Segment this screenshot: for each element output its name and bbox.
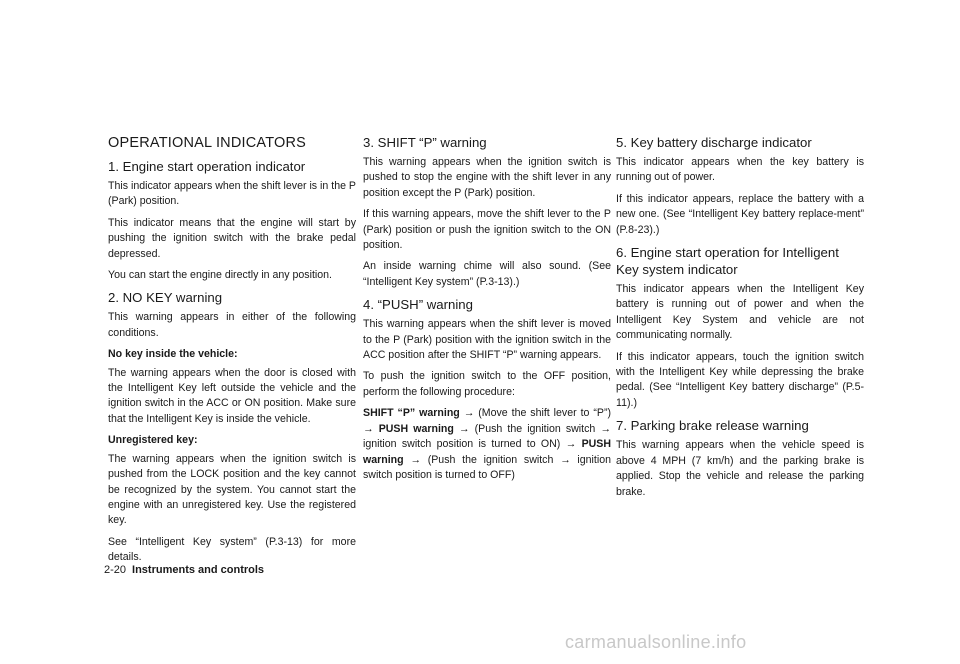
sequence-text: → (Push the ignition switch → ignition switch position is turned to ON) → <box>363 422 611 451</box>
paragraph: This indicator appears when the key battery is running out of power. <box>616 156 864 184</box>
column-3 <box>616 134 864 506</box>
watermark: carmanualsonline.info <box>565 632 747 652</box>
column-1 <box>108 134 356 572</box>
paragraph: You can start the engine directly in any position. <box>108 269 332 282</box>
heading-push-warning: 4. “PUSH” warning <box>363 297 473 313</box>
bold-term: SHIFT “P” warning <box>363 407 460 420</box>
subheading-no-key-inside: No key inside the vehicle: <box>108 348 238 361</box>
sequence-text: → (Move the shift lever to “P”) → <box>363 407 611 435</box>
heading-parking-brake-release: 7. Parking brake release warning <box>616 418 809 434</box>
page-footer <box>104 563 264 577</box>
procedure-sequence <box>363 406 611 483</box>
heading-no-key-warning: 2. NO KEY warning <box>108 290 223 306</box>
paragraph: This indicator appears when the Intelligent Key battery is running out of power and when the Intelligent Key System and vehicle are not communicating normally. <box>616 283 864 342</box>
paragraph: This warning appears when the vehicle speed is above 4 MPH (7 km/h) and the parking brake is applied. Stop the vehicle and release the parking brake. <box>616 439 864 498</box>
bold-term: PUSH warning <box>378 422 454 435</box>
footer-section-name: Instruments and controls <box>132 564 265 576</box>
paragraph: The warning appears when the ignition switch is pushed from the LOCK position and the key cannot be recognized by the system. You cannot start the engine with an unregistered key. Use the registered key. <box>108 452 356 527</box>
paragraph: If this indicator appears, replace the battery with a new one. (See “Intelligent Key battery replace-ment” (P.8-23).) <box>616 192 864 236</box>
page-number: 2-20 <box>104 564 127 576</box>
paragraph: This indicator means that the engine will start by pushing the ignition switch with the brake pedal depressed. <box>108 216 356 260</box>
paragraph: To push the ignition switch to the OFF position, perform the following procedure: <box>363 370 611 398</box>
paragraph: This indicator appears when the shift lever is in the P (Park) position. <box>108 180 356 208</box>
subheading-unregistered-key: Unregistered key: <box>108 434 198 447</box>
column-2 <box>363 134 611 489</box>
paragraph: See “Intelligent Key system” (P.3-13) for more details. <box>108 535 356 564</box>
paragraph: This warning appears when the shift lever is moved to the P (Park) position with the ignition switch in the ACC position after the SHIFT “P” warning appears. <box>363 318 611 362</box>
paragraph: If this indicator appears, touch the ignition switch with the Intelligent Key while depressing the brake pedal. (See “Intelligent Key battery discharge” (P.5-11).) <box>616 350 864 409</box>
sequence-text: → (Push the ignition switch → ignition switch position is turned to OFF) <box>363 453 611 481</box>
bold-term: PUSH warning <box>363 438 611 466</box>
paragraph: The warning appears when the door is closed with the Intelligent Key left outside the vehicle and the ignition switch in the ACC or ON position. Make sure that the Intelligent Key is inside the vehicle. <box>108 366 356 425</box>
heading-engine-start-indicator: 1. Engine start operation indicator <box>108 159 306 174</box>
paragraph: This warning appears in either of the following conditions. <box>108 311 356 339</box>
paragraph: This warning appears when the ignition switch is pushed to stop the engine with the shift lever in any position except the P (Park) position. <box>363 156 611 199</box>
section-title: OPERATIONAL INDICATORS <box>108 135 307 151</box>
heading-key-battery-discharge: 5. Key battery discharge indicator <box>616 135 812 150</box>
heading-engine-start-intelligent-key: 6. Engine start operation for Intelligent Key system indicator <box>616 245 839 278</box>
heading-shift-p-warning: 3. SHIFT “P” warning <box>363 135 487 150</box>
paragraph: An inside warning chime will also sound. (See “Intelligent Key system” (P.3-13).) <box>363 260 611 288</box>
paragraph: If this warning appears, move the shift lever to the P (Park) position or push the ignition switch to the ON position. <box>363 208 611 252</box>
